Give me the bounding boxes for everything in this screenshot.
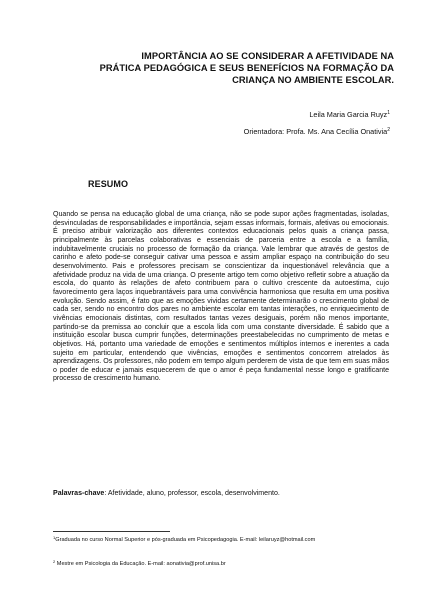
abstract-heading: RESUMO: [88, 179, 129, 189]
paper-title: [64, 50, 394, 87]
footnote-marker: 1: [53, 535, 56, 540]
author-name: [309, 110, 390, 119]
keywords-text: : Afetividade, aluno, professor, escola, desenvolvimento.: [104, 490, 280, 497]
title-line: CRIANÇA NO AMBIENTE ESCOLAR.: [232, 75, 394, 86]
footnote-text: Mestre em Psicologia da Educação. E-mail: aonativia@prof.unisa.br: [55, 561, 226, 567]
advisor-name-text: Orientadora: Profa. Ms. Ana Cecília Onativia: [243, 127, 388, 136]
footnote-2: [53, 561, 353, 568]
advisor-footnote-marker: 2: [387, 127, 390, 133]
footnote-divider: [53, 531, 170, 532]
keywords-label: Palavras-chave: [53, 490, 105, 497]
footnote-marker: 2: [53, 559, 56, 564]
abstract-body: Quando se pensa na educação global de uma criança, não se pode supor ações fragmentadas, isoladas, desvinculadas de responsabilidades e importância, sejam essas informais, formais, afetivas ou emocionais. É preciso atribuir valorização aos diferentes contextos educacionais pelos quais a criança passa, principalmente às parcelas colaborativas e essenciais de parceria entre a escola e a família, indubitavelmente cruciais no processo de formação da criança. Vale lembrar que através de gestos de carinho e afeto pode-se conseguir cativar uma pessoa e assim ampliar espaço na contribuição do seu desenvolvimento. Pais e professores precisam se conscientizar da inquestionável relevância que a afetividade produz na vida de uma criança. O presente artigo tem como objetivo refletir sobre a atuação da escola, do quanto às relações de afeto contribuem para o cultivo crescente da autoestima, cujo favorecimento gera laços inquebrantáveis para uma convivência harmoniosa que resulta em uma positiva evolução. Sendo assim, é fato que as emoções vividas certamente determinarão o crescimento global de cada ser, sendo no encontro dos pares no ambiente escolar em tantas interações, no enriquecimento de vivências emocionais distintas, com resultados tantas vezes desiguais, porém não menos importante, partindo-se da premissa ao concluir que a escola lida com uma constante diversidade. É sabido que a instituição escolar busca cumprir funções, determinações preestabelecidas no cumprimento de metas e objetivos. Há, portanto uma variedade de emoções e sentimentos múltiplos internos e inerentes a cada sujeito em particular, entendendo que vivências, emoções e sentimentos concorrem atrelados às aprendizagens. Os professores, não podem em tempo algum perderem de vista de que tem em suas mãos o poder de educar e jamais esquecerem de que o amor é peça fundamental nesse longo e gratificante processo de crescimento humano.: [53, 211, 389, 383]
footnote-1: [53, 537, 353, 544]
author-footnote-marker: 1: [387, 110, 390, 116]
advisor-name: [244, 127, 390, 136]
keywords-line: [53, 489, 389, 498]
footnote-text: Graduada no curso Normal Superior e pós-graduada em Psicopedagogia. E-mail: leilaruyz@hotmail.com: [55, 537, 316, 543]
title-line: IMPORTÂNCIA AO SE CONSIDERAR A AFETIVIDADE NA: [141, 51, 394, 61]
title-line: PRÁTICA PEDAGÓGICA E SEUS BENEFÍCIOS NA FORMAÇÃO DA: [99, 63, 394, 74]
author-name-text: Leila Maria Garcia Ruyz: [309, 110, 388, 119]
